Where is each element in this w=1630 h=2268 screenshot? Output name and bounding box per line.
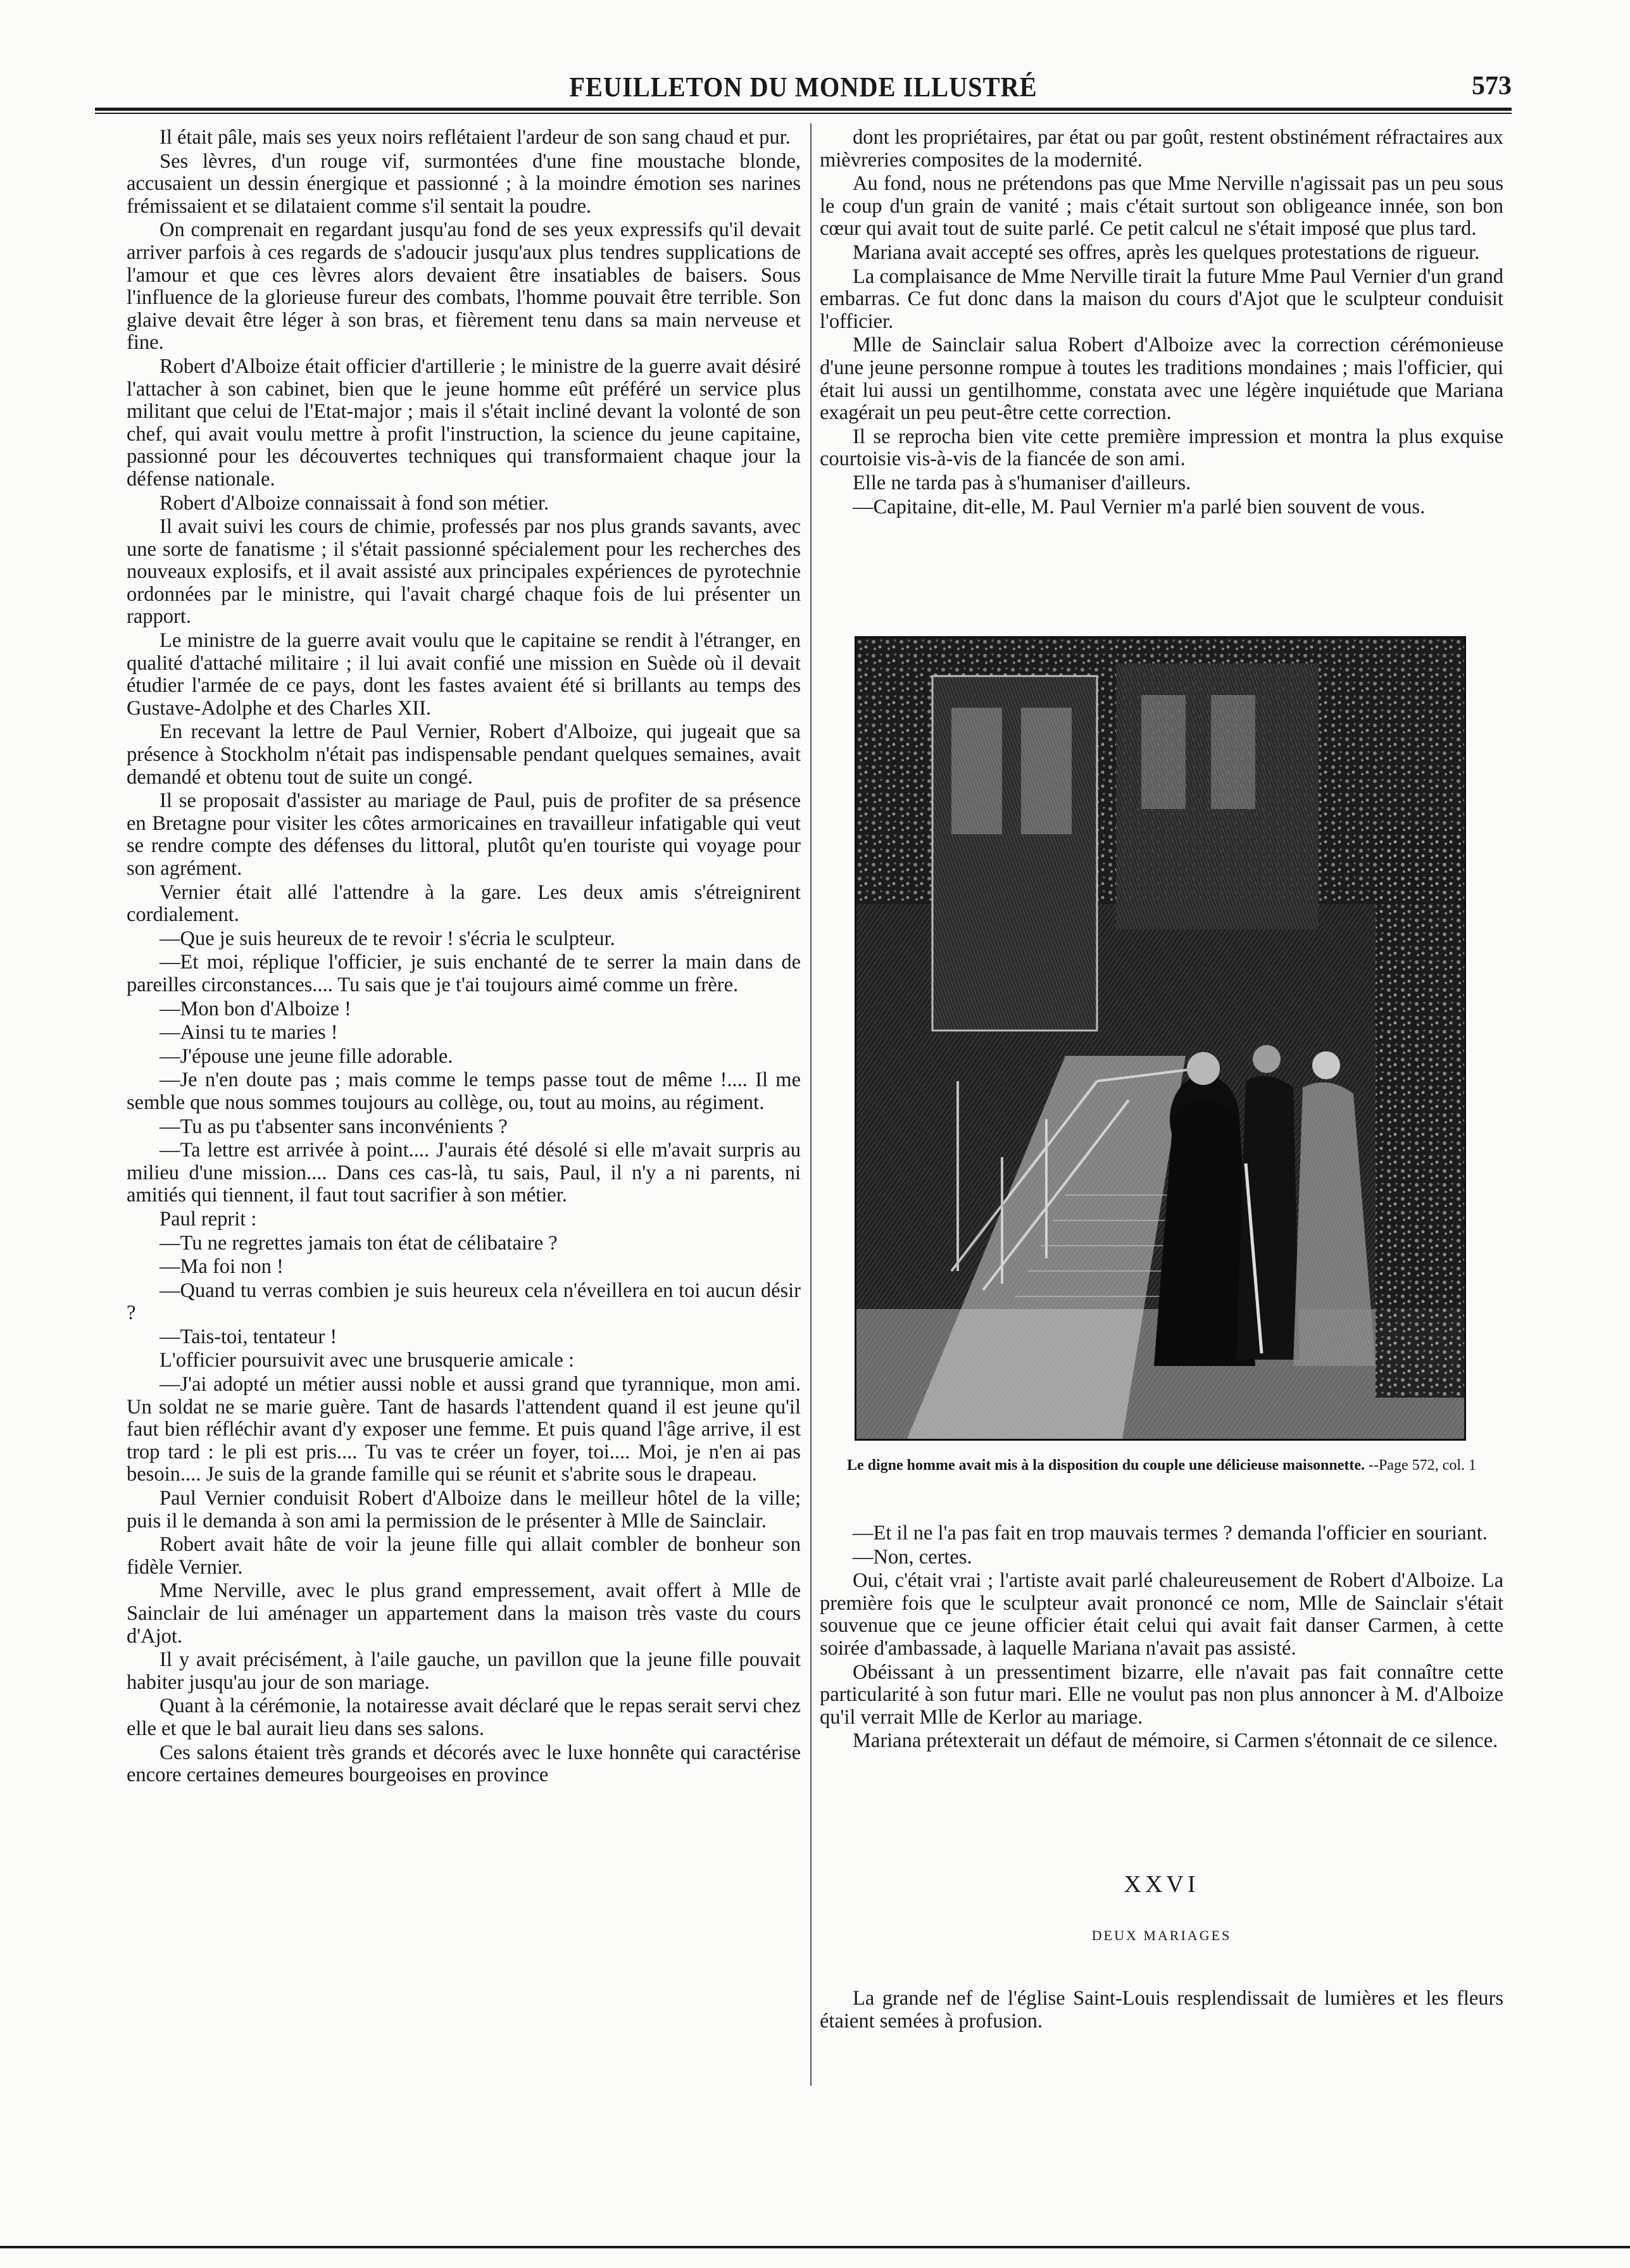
paragraph: Ces salons étaient très grands et décorés avec le luxe honnête qui caractérise encore certaines demeures bourgeoises en province (127, 1741, 801, 1787)
paragraph: Il y avait précisément, à l'aile gauche, un pavillon que la jeune fille pouvait habiter jusqu'au jour de son mariage. (127, 1648, 801, 1694)
paragraph: Mariana prétexterait un défaut de mémoire, si Carmen s'étonnait de ce silence. (853, 1729, 1498, 1753)
paragraph: —Capitaine, dit-elle, M. Paul Vernier m'a parlé bien souvent de vous. (853, 495, 1426, 518)
paragraph: Robert avait hâte de voir la jeune fille qui allait combler de bonheur son fidèle Vernier. (127, 1533, 801, 1579)
paragraph: —J'ai adopté un métier aussi noble et aussi grand que tyrannique, mon ami. Un soldat ne se marie guère. Tant de hasards l'attendent quand il est jeune qu'il faut bien réfléchir avant d'y exposer une femme. Et puis quand l'âge arrive, il est trop tard : le pli est pris.... Tu vas te créer un foyer, toi.... Moi, je n'en ai pas besoin.... Je suis de la grande famille qui se réunit et s'abrite sous le drapeau. (127, 1373, 801, 1486)
chapter-title: DEUX MARIAGES (1091, 1927, 1232, 1943)
paragraph: Robert d'Alboize connaissait à fond son métier. (160, 491, 549, 515)
illustration-engraving (855, 636, 1466, 1441)
paragraph: Vernier était allé l'attendre à la gare. Les deux amis s'étreignirent cordialement. (127, 880, 801, 927)
column-divider (810, 123, 812, 2086)
paragraph: —Tu as pu t'absenter sans inconvénients ? (160, 1115, 508, 1138)
paragraph: —Ta lettre est arrivée à point.... J'aurais été désolé si elle m'avait surpris au milieu d'une mission.... Dans ces cas-là, tu sais, Paul, il n'y a ni parents, ni amitiés qui tiennent, il faut tout sacrifier à son métier. (127, 1139, 801, 1207)
paragraph: —Je n'en doute pas ; mais comme le temps passe tout de même !.... Il me semble que nous sommes toujours au collège, ou, tout au moins, au régiment. (127, 1068, 801, 1114)
paragraph: —Tu ne regrettes jamais ton état de célibataire ? (160, 1231, 558, 1255)
paragraph: Ses lèvres, d'un rouge vif, surmontées d'une fine moustache blonde, accusaient un dessin énergique et passionné ; à la moindre émotion ses narines frémissaient et se dilataient comme s'il sentait la poudre. (127, 149, 801, 218)
paragraph: —Et il ne l'a pas fait en trop mauvais termes ? demanda l'officier en souriant. (853, 1522, 1488, 1544)
paragraph: Il se reprocha bien vite cette première impression et montra la plus exquise courtoisie vis-à-vis de la fiancée de son ami. (820, 425, 1503, 471)
paragraph: On comprenait en regardant jusqu'au fond de ses yeux expressifs qu'il devait arriver parfois à ces regards de s'adoucir jusqu'aux plus tendres supplications de l'amour et que ces lèvres alors devaient être insatiables de baisers. Sous l'influence de la glorieuse fureur des combats, l'homme pouvait être terrible. Son glaive devait être léger à son bras, et fièrement tenu dans sa main nerveuse et fine. (127, 218, 801, 354)
header-rule (95, 108, 1512, 111)
right-column-bottom (820, 1988, 1503, 2064)
paragraph: Il se proposait d'assister au mariage de Paul, puis de profiter de sa présence en Bretagne pour visiter les côtes armoricaines en travailleur infatigable qui veut se rendre compte des défenses du littoral, plutôt qu'en touriste qui voyage pour son agrément. (127, 789, 801, 880)
paragraph: —Ainsi tu te maries ! (160, 1021, 338, 1044)
paragraph: La grande nef de l'église Saint-Louis resplendissait de lumières et les fleurs étaient semées à profusion. (820, 1987, 1503, 2033)
newspaper-title: FEUILLETON DU MONDE ILLUSTRÉ (569, 72, 1038, 103)
header-rule-thin (95, 113, 1512, 114)
paragraph: Robert d'Alboize était officier d'artillerie ; le ministre de la guerre avait désiré l'attacher à son cabinet, bien que le jeune homme eût préféré un service plus militant que celui de l'Etat-major ; mais il s'était incliné devant la volonté de son chef, qui avait voulu mettre à profit l'instruction, la science du jeune capitaine, passionné pour les découvertes techniques qui transformaient chaque jour la défense nationale. (127, 354, 801, 491)
paragraph: Le ministre de la guerre avait voulu que le capitaine se rendit à l'étranger, en qualité d'attaché militaire ; il lui avait confié une mission en Suède où il devait étudier l'armée de ce pays, dont les fastes avaient été si brillants au temps des Gustave-Adolphe et des Charles XII. (127, 629, 801, 720)
paragraph: Obéissant à un pressentiment bizarre, elle n'avait pas fait connaître cette particularité à son futur mari. Elle ne voulut pas non plus annoncer à M. d'Alboize qu'il verrait Mlle de Kerlor au mariage. (820, 1660, 1503, 1729)
paragraph: Elle ne tarda pas à s'humaniser d'ailleurs. (853, 471, 1191, 494)
paragraph: La complaisance de Mme Nerville tirait la future Mme Paul Vernier d'un grand embarras. Ce fut donc dans la maison du cours d'Ajot que le sculpteur conduisit l'officier. (820, 265, 1503, 333)
paragraph: —Quand tu verras combien je suis heureux cela n'éveillera en toi aucun désir ? (127, 1279, 801, 1325)
caption-page-reference: --Page 572, col. 1 (1369, 1457, 1477, 1474)
paragraph: Quant à la cérémonie, la notairesse avait déclaré que le repas serait servi chez elle et que le bal aurait lieu dans ses salons. (127, 1695, 801, 1740)
page-number: 573 (1472, 72, 1512, 101)
paragraph: En recevant la lettre de Paul Vernier, Robert d'Alboize, qui jugeait que sa présence à Stockholm n'était pas indispensable pendant quelques semaines, avait demandé et obtenu tout de suite un congé. (127, 720, 801, 789)
paragraph: —Et moi, réplique l'officier, je suis enchanté de te serrer la main dans de pareilles circonstances.... Tu sais que je t'ai toujours aimé comme un frère. (127, 951, 801, 996)
paragraph: Mariana avait accepté ses offres, après les quelques protestations de rigueur. (853, 241, 1480, 264)
page-bottom-rule (0, 2246, 1630, 2248)
illustration-caption (842, 1456, 1481, 1475)
page-header (95, 71, 1512, 110)
chapter-number: XXVI (1124, 1871, 1200, 1898)
engraving-scene (856, 638, 1464, 1439)
paragraph: —J'épouse une jeune fille adorable. (160, 1044, 453, 1068)
left-column (127, 127, 801, 2070)
paragraph: —Non, certes. (853, 1545, 972, 1569)
paragraph: Il avait suivi les cours de chimie, professés par nos plus grands savants, avec une sorte de fanatisme ; il s'était passionné spécialement pour les recherches des nouveaux explosifs, et il avait assisté aux principales expériences de pyrotechnie ordonnées par le ministre, qui l'avait chargé chaque fois de lui présenter un rapport. (127, 515, 801, 629)
paragraph: L'officier poursuivit avec une brusquerie amicale : (160, 1349, 574, 1372)
paragraph: Au fond, nous ne prétendons pas que Mme Nerville n'agissait pas un peu sous le coup d'un grain de vanité ; mais c'était surtout son obligeance innée, son bon cœur qui avait tout de suite parlé. Ce petit calcul ne s'était imposé que plus tard. (820, 172, 1503, 241)
paragraph: Paul Vernier conduisit Robert d'Alboize dans le meilleur hôtel de la ville; puis il le demanda à son ami la permission de le présenter à Mlle de Sainclair. (127, 1487, 801, 1532)
right-column-middle (820, 1522, 1503, 1839)
paragraph: —Mon bon d'Alboize ! (160, 997, 351, 1020)
paragraph: —Ma foi non ! (160, 1255, 284, 1279)
paragraph: Mlle de Sainclair salua Robert d'Alboize avec la correction cérémonieuse d'une jeune personne rompue à toutes les traditions mondaines ; mais l'officier, qui était lui aussi un gentilhomme, constata avec une légère inquiétude que Mariana exagérait un peu peut-être cette correction. (820, 334, 1503, 425)
caption-text: Le digne homme avait mis à la disposition du couple une délicieuse maisonnette. (846, 1457, 1365, 1474)
paragraph: dont les propriétaires, par état ou par goût, restent obstinément réfractaires aux mièvreries composites de la modernité. (820, 126, 1503, 172)
paragraph: Oui, c'était vrai ; l'artiste avait parlé chaleureusement de Robert d'Alboize. La première fois que le sculpteur avait prononcé ce nom, Mlle de Sainclair s'était souvenue que ce jeune officier était celui qui avait fait danser Carmen, à cette soirée d'ambassade, à laquelle Mariana n'avait pas assisté. (820, 1569, 1503, 1660)
paragraph: —Que je suis heureux de te revoir ! s'écria le sculpteur. (160, 927, 615, 950)
paragraph: Il était pâle, mais ses yeux noirs reflétaient l'ardeur de son sang chaud et pur. (160, 126, 791, 149)
paragraph: Mme Nerville, avec le plus grand empressement, avait offert à Mlle de Sainclair de lui aménager un appartement dans la maison très vaste du cours d'Ajot. (127, 1579, 801, 1648)
paragraph: —Tais-toi, tentateur ! (160, 1325, 337, 1348)
right-column-top (820, 127, 1503, 633)
paragraph: Paul reprit : (160, 1207, 257, 1231)
